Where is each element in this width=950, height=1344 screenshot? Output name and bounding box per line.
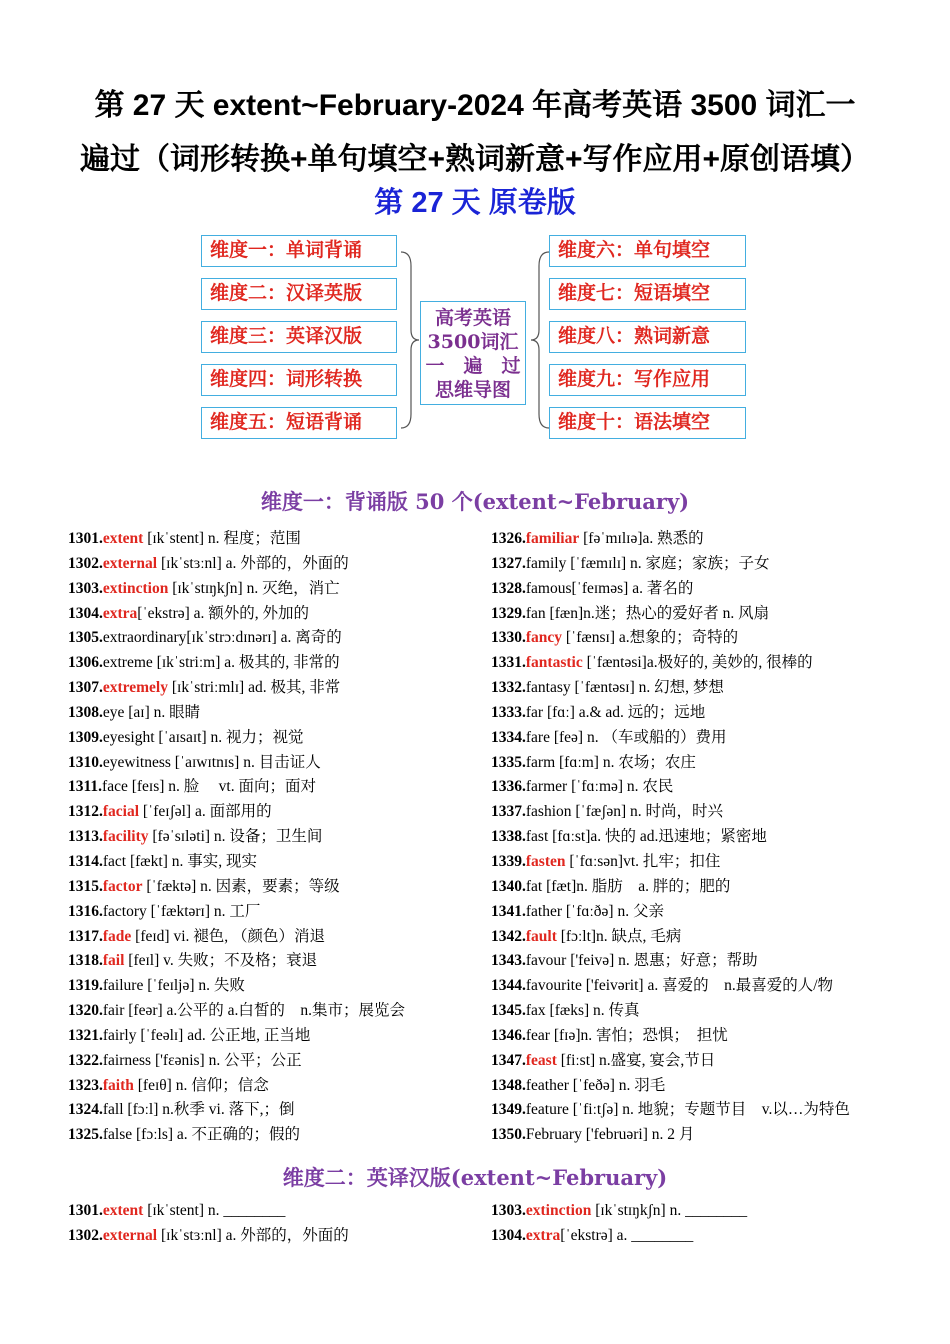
mindmap-left-box-1: 维度一：单词背诵 [201, 235, 397, 267]
entry-word: February [525, 1126, 582, 1144]
entry-number: 1331. [491, 654, 526, 672]
entry-definition: [ˈfɑːðə] n. 父亲 [562, 902, 664, 920]
vocab-entry [491, 701, 911, 726]
vocab-entry [68, 974, 488, 999]
entry-word: farmer [525, 778, 568, 796]
entry-number: 1347. [491, 1051, 526, 1069]
mindmap-center-line-2: 3500词汇 [427, 331, 519, 353]
entry-definition: [feə] n. （车或船的）费用 [549, 728, 727, 746]
vocab-entry [491, 1199, 911, 1224]
vocab-entry [491, 1224, 911, 1249]
vocab-entry [491, 1098, 911, 1123]
vocab-entry [491, 949, 911, 974]
vocab-entry [491, 775, 911, 800]
entry-word: famous [525, 579, 572, 597]
entry-definition: [ɪkˈstɜːnl] a. 外部的，外面的 [157, 1226, 349, 1244]
vocab-entry [491, 676, 911, 701]
entry-word: fat [525, 877, 543, 895]
entry-definition: [fɑː] a.& ad. 远的；远地 [543, 703, 706, 721]
entry-number: 1315. [68, 877, 103, 895]
vocab-entry [68, 800, 488, 825]
mindmap-left-box-3: 维度三：英译汉版 [201, 321, 397, 353]
entry-number: 1328. [491, 579, 526, 597]
entry-number: 1309. [68, 728, 103, 746]
entry-number: 1313. [68, 828, 103, 846]
entry-word: favour [525, 952, 567, 970]
vocab-entry [491, 875, 911, 900]
entry-word: fasten [525, 852, 566, 870]
entry-word: eye [102, 703, 125, 721]
entry-number: 1303. [68, 579, 103, 597]
entry-word: external [102, 1226, 158, 1244]
entry-word: father [525, 902, 563, 920]
entry-number: 1345. [491, 1002, 526, 1020]
vocab-entry [491, 999, 911, 1024]
entry-number: 1304. [68, 604, 103, 622]
entry-number: 1326. [491, 530, 526, 547]
entry-word: feather [525, 1076, 569, 1094]
mindmap-right-box-5: 维度十：语法填空 [549, 407, 746, 439]
vocab-entry [68, 1074, 488, 1099]
entry-number: 1301. [68, 1202, 103, 1219]
vocab-entry [68, 999, 488, 1024]
vocab-entry [68, 1024, 488, 1049]
entry-number: 1327. [491, 554, 526, 572]
vocab-entry [68, 651, 488, 676]
vocab-entry [491, 751, 911, 776]
vocab-entry [68, 552, 488, 577]
entry-word: facial [102, 803, 140, 821]
entry-word: fancy [525, 629, 563, 647]
entry-definition: [ˈaɪwɪtnɪs] n. 目击证人 [170, 753, 321, 771]
entry-word: extent [102, 1202, 144, 1219]
entry-word: extraordinary [102, 629, 187, 647]
vocab-entry [68, 1098, 488, 1123]
entry-number: 1337. [491, 803, 526, 821]
entry-number: 1339. [491, 852, 526, 870]
entry-number: 1342. [491, 927, 526, 945]
vocab-entry [68, 1123, 488, 1148]
vocab-entry [68, 602, 488, 627]
entry-definition: [ˈfeɪʃəl] a. 面部用的 [139, 803, 272, 821]
entry-word: extra [525, 1226, 561, 1244]
entry-definition: [fəˈsɪləti] n. 设备；卫生间 [148, 828, 323, 846]
entry-word: fall [102, 1101, 124, 1119]
entry-word: fade [102, 927, 132, 945]
entry-number: 1332. [491, 679, 526, 697]
entry-number: 1320. [68, 1002, 103, 1020]
entry-definition: [fæt]n. 脂肪 a. 胖的；肥的 [542, 877, 731, 895]
vocab-entry [68, 577, 488, 602]
entry-number: 1348. [491, 1076, 526, 1094]
entry-definition: [ɪkˈstent] n. 程度；范围 [143, 530, 301, 547]
entry-definition: [aɪ] n. 眼睛 [124, 703, 201, 721]
mindmap-center-line-1: 高考英语 [434, 307, 511, 329]
entry-definition: [fæn]n.迷；热心的爱好者 n. 风扇 [545, 604, 770, 622]
entry-definition: [fɑːst]a. 快的 ad.迅速地；紧密地 [548, 828, 767, 846]
entry-definition: [ɪkˈstɪŋkʃn] n. 灭绝，消亡 [168, 579, 340, 597]
entry-number: 1323. [68, 1076, 103, 1094]
entry-number: 1301. [68, 530, 103, 547]
entry-definition: [ɪkˈstriːm] a. 极其的, 非常的 [152, 654, 340, 672]
section-1-right-column [491, 527, 911, 1148]
entry-word: fear [525, 1026, 550, 1044]
entry-definition: [ɪkˈstrɔːdɪnərɪ] a. 离奇的 [186, 629, 342, 647]
vocab-entry [68, 1049, 488, 1074]
vocab-entry [68, 850, 488, 875]
vocab-entry [491, 800, 911, 825]
entry-word: extremely [102, 679, 168, 697]
mindmap-right-box-2: 维度七：短语填空 [549, 278, 746, 310]
entry-definition: [feɪl] v. 失败；不及格；衰退 [124, 952, 318, 970]
vocab-entry [68, 1224, 488, 1249]
vocab-entry [491, 552, 911, 577]
entry-number: 1338. [491, 828, 526, 846]
entry-definition: [ˈfeɪməs] a. 著名的 [571, 579, 694, 597]
vocab-entry [491, 900, 911, 925]
vocab-entry [491, 1049, 911, 1074]
entry-word: family [525, 554, 567, 572]
entry-word: fan [525, 604, 546, 622]
entry-definition: [ˈfiːtʃə] n. 地貌；专题节目 v.以…为特色 [568, 1101, 850, 1119]
document-subtitle: 第 27 天 原卷版 [374, 187, 576, 219]
entry-word: faith [102, 1076, 134, 1094]
entry-number: 1346. [491, 1026, 526, 1044]
entry-word: extent [102, 530, 144, 547]
vocab-entry [491, 1074, 911, 1099]
section-2-right-column [491, 1199, 911, 1249]
entry-number: 1343. [491, 952, 526, 970]
entry-word: feast [525, 1051, 557, 1069]
entry-word: failure [102, 977, 144, 995]
entry-definition: [ˈfæʃən] n. 时尚，时兴 [571, 803, 724, 821]
vocab-entry [68, 875, 488, 900]
entry-word: extinction [102, 579, 169, 597]
vocab-entry [68, 701, 488, 726]
entry-word: factor [102, 877, 143, 895]
entry-number: 1303. [491, 1202, 526, 1219]
entry-word: feature [525, 1101, 569, 1119]
section-1-heading: 维度一：背诵版 50 个(extent~February) [260, 489, 690, 514]
entry-word: fantastic [525, 654, 583, 672]
entry-number: 1336. [491, 778, 526, 796]
entry-number: 1319. [68, 977, 103, 995]
mindmap-left-box-5: 维度五：短语背诵 [201, 407, 397, 439]
vocab-entry [68, 925, 488, 950]
entry-word: farm [525, 753, 556, 771]
entry-definition: [ɪkˈstɪŋkʃn] n. ________ [591, 1202, 748, 1219]
entry-definition: [ˈfæntəsɪ] n. 幻想, 梦想 [570, 679, 724, 697]
entry-number: 1341. [491, 902, 526, 920]
entry-definition: ['fɛənis] n. 公平；公正 [151, 1051, 302, 1069]
entry-definition: [ˈfeðə] n. 羽毛 [568, 1076, 666, 1094]
mindmap-center-box [420, 301, 526, 405]
vocab-entry [491, 974, 911, 999]
entry-word: facility [102, 828, 149, 846]
section-2-heading: 维度二：英译汉版(extent~February) [282, 1165, 668, 1190]
entry-definition: [ˈfæktərɪ] n. 工厂 [146, 902, 261, 920]
mindmap-right-box-1: 维度六：单句填空 [549, 235, 746, 267]
vocab-entry [491, 1123, 911, 1148]
entry-number: 1334. [491, 728, 526, 746]
entry-word: fair [102, 1002, 125, 1020]
entry-number: 1304. [491, 1226, 526, 1244]
mindmap-left-box-4: 维度四：词形转换 [201, 364, 397, 396]
vocab-entry [491, 1024, 911, 1049]
mindmap-right-box-3: 维度八：熟词新意 [549, 321, 746, 353]
entry-number: 1312. [68, 803, 103, 821]
entry-word: fast [525, 828, 549, 846]
entry-definition: ['feivərit] a. 喜爱的 n.最喜爱的人/物 [581, 977, 834, 995]
document-title-line-1: 第 27 天 extent~February-2024 年高考英语 3500 词汇一 [94, 89, 856, 122]
entry-number: 1344. [491, 977, 526, 995]
entry-definition: [fɔːl] n.秋季 vi. 落下,；倒 [123, 1101, 295, 1119]
vocab-entry [491, 726, 911, 751]
vocab-entry [68, 527, 488, 552]
entry-definition: [ˈfænsɪ] a.想象的；奇特的 [562, 629, 739, 647]
entry-word: extra [102, 604, 138, 622]
section-1-left-column [68, 527, 488, 1148]
mindmap-right-box-4: 维度九：写作应用 [549, 364, 746, 396]
entry-number: 1302. [68, 1226, 103, 1244]
vocab-entry [68, 900, 488, 925]
entry-word: face [102, 778, 128, 796]
entry-word: favourite [525, 977, 582, 995]
entry-number: 1307. [68, 679, 103, 697]
entry-definition: [feər] a.公平的 a.白皙的 n.集市；展览会 [124, 1002, 406, 1020]
entry-number: 1311. [68, 778, 103, 796]
entry-definition: [fɑːm] n. 农场；农庄 [555, 753, 696, 771]
entry-number: 1305. [68, 629, 103, 647]
entry-word: extreme [102, 654, 153, 672]
entry-number: 1324. [68, 1101, 103, 1119]
entry-word: fashion [525, 803, 572, 821]
entry-definition: [ˈfæmɪlɪ] n. 家庭；家族；子女 [566, 554, 770, 572]
entry-word: fault [525, 927, 557, 945]
vocab-entry [491, 527, 911, 552]
entry-word: eyesight [102, 728, 155, 746]
entry-number: 1350. [491, 1126, 526, 1144]
vocab-entry [68, 775, 488, 800]
entry-number: 1322. [68, 1051, 103, 1069]
vocab-entry [491, 602, 911, 627]
mindmap-center-line-4: 思维导图 [434, 379, 511, 401]
entry-number: 1340. [491, 877, 526, 895]
entry-word: external [102, 554, 158, 572]
entry-definition: [ɪkˈstent] n. ________ [143, 1202, 286, 1219]
entry-definition: [fɔːlt]n. 缺点, 毛病 [556, 927, 682, 945]
entry-number: 1314. [68, 852, 103, 870]
entry-number: 1306. [68, 654, 103, 672]
entry-number: 1330. [491, 629, 526, 647]
entry-word: fail [102, 952, 125, 970]
vocab-entry [68, 676, 488, 701]
vocab-entry [491, 577, 911, 602]
vocab-entry [68, 825, 488, 850]
entry-number: 1310. [68, 753, 103, 771]
entry-word: extinction [525, 1202, 592, 1219]
entry-word: far [525, 703, 544, 721]
entry-definition: [fɔːls] a. 不正确的；假的 [132, 1126, 301, 1144]
entry-number: 1329. [491, 604, 526, 622]
entry-number: 1317. [68, 927, 103, 945]
entry-number: 1325. [68, 1126, 103, 1144]
entry-definition: [ˈaɪsaɪt] n. 视力；视觉 [154, 728, 304, 746]
vocab-entry [491, 651, 911, 676]
entry-definition: ['februəri] n. 2 月 [581, 1126, 695, 1144]
vocab-entry [68, 626, 488, 651]
entry-number: 1321. [68, 1026, 103, 1044]
entry-definition: [fəˈmɪlɪə]a. 熟悉的 [579, 530, 704, 547]
vocab-entry [491, 925, 911, 950]
entry-word: fax [525, 1002, 546, 1020]
entry-definition: [ˈfɑːmə] n. 农民 [567, 778, 674, 796]
vocab-entry [491, 825, 911, 850]
entry-definition: [ˈfeəlɪ] ad. 公正地, 正当地 [136, 1026, 311, 1044]
entry-definition: [ɪkˈstɜːnl] a. 外部的，外面的 [157, 554, 349, 572]
entry-word: fairness [102, 1051, 152, 1069]
vocab-entry [68, 1199, 488, 1224]
mindmap-left-box-2: 维度二：汉译英版 [201, 278, 397, 310]
entry-definition: [fɪə]n. 害怕；恐惧； 担忧 [549, 1026, 728, 1044]
entry-definition: [ɪkˈstriːmlɪ] ad. 极其, 非常 [168, 679, 341, 697]
entry-word: false [102, 1126, 133, 1144]
vocab-entry [491, 850, 911, 875]
entry-number: 1333. [491, 703, 526, 721]
entry-definition: [ˈfæktə] n. 因素，要素；等级 [142, 877, 340, 895]
entry-definition: [feɪs] n. 脸 vt. 面向；面对 [127, 778, 316, 796]
entry-word: eyewitness [102, 753, 171, 771]
entry-definition: ['feivə] n. 恩惠；好意；帮助 [566, 952, 758, 970]
entry-definition: [ˈfæntəsi]a.极好的, 美妙的, 很棒的 [582, 654, 813, 672]
entry-number: 1349. [491, 1101, 526, 1119]
entry-word: fairly [102, 1026, 137, 1044]
entry-definition: [ˈfeɪljə] n. 失败 [143, 977, 245, 995]
entry-number: 1316. [68, 902, 103, 920]
entry-definition: [ˈekstrə] a. ________ [560, 1226, 694, 1244]
entry-definition: [feɪd] vi. 褪色, （颜色）消退 [131, 927, 326, 945]
entry-number: 1335. [491, 753, 526, 771]
entry-definition: [ˈfɑːsən]vt. 扎牢；扣住 [565, 852, 721, 870]
entry-number: 1318. [68, 952, 103, 970]
document-title-line-2: 遍过（词形转换+单句填空+熟词新意+写作应用+原创语填） [79, 143, 871, 176]
entry-definition: [feɪθ] n. 信仰；信念 [133, 1076, 269, 1094]
entry-definition: [fiːst] n.盛宴, 宴会,节日 [556, 1051, 716, 1069]
entry-word: fantasy [525, 679, 571, 697]
entry-word: fact [102, 852, 127, 870]
entry-number: 1302. [68, 554, 103, 572]
mindmap-center-line-3: 一 遍 过 [425, 355, 521, 377]
entry-word: fare [525, 728, 550, 746]
entry-definition: [ˈekstrə] a. 额外的, 外加的 [137, 604, 310, 622]
vocab-entry [491, 626, 911, 651]
entry-number: 1308. [68, 703, 103, 721]
entry-word: familiar [525, 530, 580, 547]
vocab-entry [68, 726, 488, 751]
entry-word: factory [102, 902, 147, 920]
section-2-left-column [68, 1199, 488, 1249]
vocab-entry [68, 751, 488, 776]
entry-definition: [fæks] n. 传真 [545, 1002, 640, 1020]
entry-definition: [fækt] n. 事实, 现实 [126, 852, 257, 870]
vocab-entry [68, 949, 488, 974]
